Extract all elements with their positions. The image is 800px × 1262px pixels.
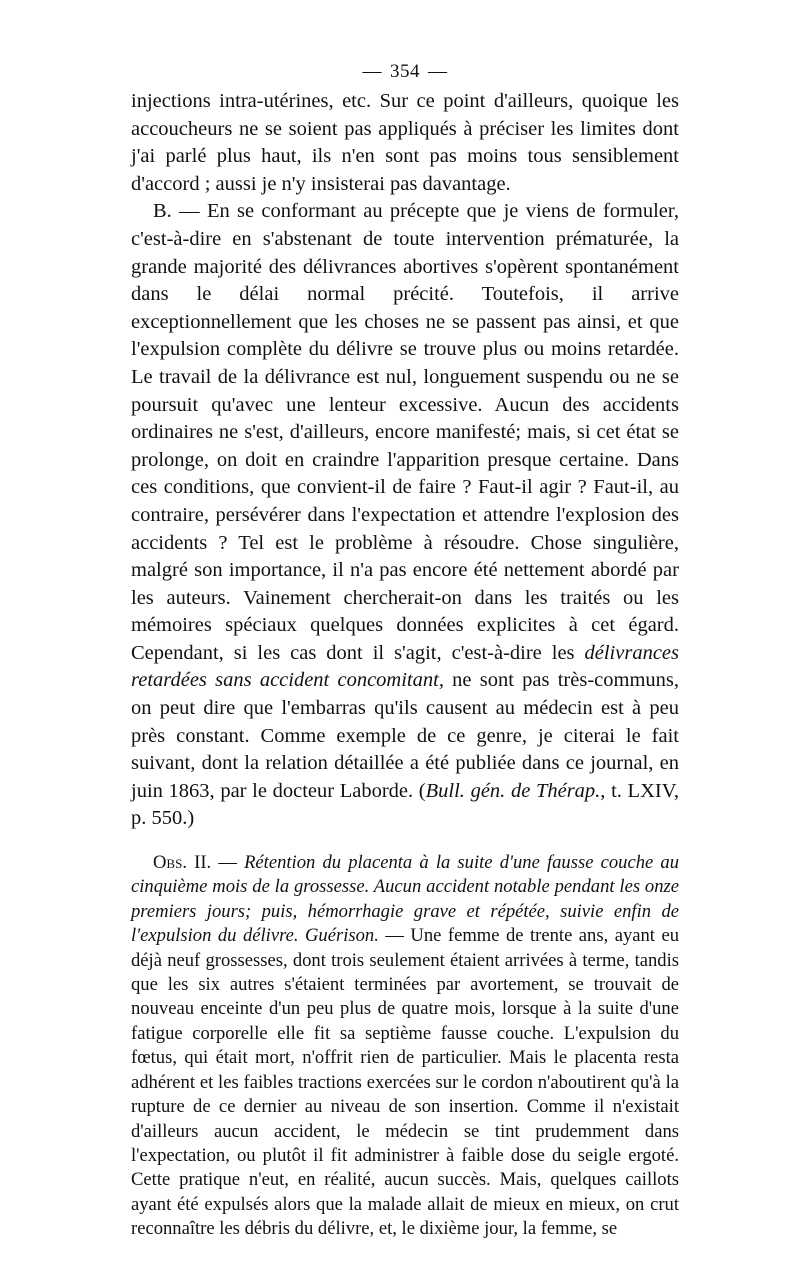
section-b-text-2: ne sont pas très-communs, on peut dire que l'embarras qu'ils causent au médecin est à peu près constant. Comme exemple de ce genre, je citerai le fait suivant, dont la relation détaillée a été publiée dans ce journal, en juin 1863, par le docteur Laborde. ( — [131, 669, 679, 802]
page-number-value: 354 — [390, 61, 420, 82]
paragraph-gap — [131, 833, 679, 851]
paragraph-continuation: injections intra-utérines, etc. Sur ce point d'ailleurs, quoique les accoucheurs ne se soient pas appliqués à préciser les limites dont j'ai parlé plus haut, ils n'en sont pas moins tous sensiblement d'accord ; aussi je n'y insisterai pas davantage. — [131, 90, 679, 195]
observation-label: Obs. II. — [153, 852, 212, 874]
observation-title: Rétention du placenta à la suite d'une fausse couche au cinquième mois de la grossesse. Aucun accident notable pendant les onze premiers jours; puis, hémorrhagie grave et répétée, suivie enfin de l'expulsion du délivre. Guérison. — [131, 852, 679, 947]
section-b-text-1: B. — En se conformant au précepte que je viens de formuler, c'est-à-dire en s'abstenant de toute intervention prématurée, la grande majorité des délivrances abortives s'opèrent spontanément dans le délai normal précité. Toutefois, il arrive exceptionnellement que les choses ne se passent pas ainsi, et que l'expulsion complète du délivre se trouve plus ou moins retardée. Le travail de la délivrance est nul, longuement suspendu ou ne se poursuit qu'avec une lenteur excessive. Aucun des accidents ordinaires ne s'est, d'ailleurs, encore manifesté; mais, si cet état se prolonge, on doit en craindre l'apparition presque certaine. Dans ces conditions, que convient-il de faire ? Faut-il agir ? Faut-il, au contraire, persévérer dans l'expectation et attendre l'explosion des accidents ? Tel est le problème à résoudre. Chose singulière, malgré son importance, il n'a pas encore été nettement abordé par les auteurs. Vainement chercherait-on dans les traités ou les mémoires spéciaux quelques données explicites à cet égard. Cependant, si les cas dont il s'agit, c'est-à-dire les — [131, 200, 679, 664]
observation-dash-1: — — [211, 852, 245, 874]
section-b-text-3: , t. LXIV, p. 550.) — [131, 779, 679, 830]
paragraph-section-b — [131, 198, 679, 833]
page-number — [131, 58, 679, 86]
observation-dash-2: — — [378, 925, 411, 947]
observation-paragraph — [131, 851, 679, 1242]
page-number-dash-right: — — [428, 61, 448, 82]
document-page — [131, 58, 679, 1242]
section-b-citation-italic: Bull. gén. de Thérap. — [425, 779, 601, 802]
page-number-dash-left: — — [362, 61, 382, 82]
observation-body: Une femme de trente ans, ayant eu déjà neuf grossesses, dont trois seulement étaient arrivées à terme, tandis que les six autres s'étaient terminées par avortement, se trouvait de nouveau enceinte d'un peu plus de quatre mois, lorsque à la suite d'une fatigue corporelle elle fit sa septième fausse couche. L'expulsion du fœtus, qui était mort, n'offrit rien de particulier. Mais le placenta resta adhérent et les faibles tractions exercées sur le cordon n'aboutirent qu'à la rupture de ce dernier au niveau de son insertion. Comme il n'existait d'ailleurs aucun accident, le médecin se tint prudemment dans l'expectation, ou plutôt il fit administrer à faible dose du seigle ergoté. Cette pratique n'eut, en réalité, aucun succès. Mais, quelques caillots ayant été expulsés alors que la malade allait de mieux en mieux, on crut reconnaître les débris du délivre, et, le dixième jour, la femme, se — [131, 925, 679, 1240]
section-b-italic-term: délivrances retardées sans accident concomitant, — [131, 641, 679, 692]
